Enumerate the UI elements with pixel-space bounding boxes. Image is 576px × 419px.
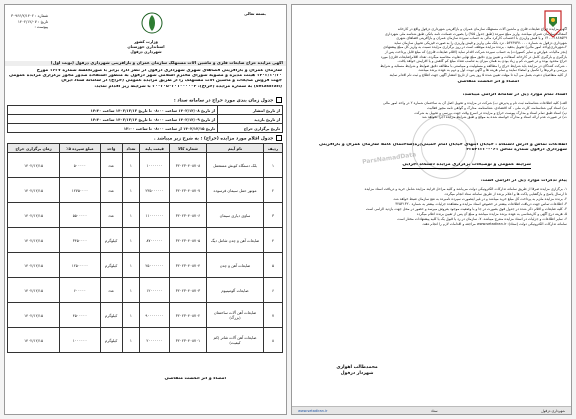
- applicant-signature-label: امضاء و اثر انگشت متقاضی: [164, 377, 226, 381]
- text-line: ۶- سایر اطلاعات و جزئیات در اسناد مزایده مندرج میباشد. ۷- سازمان در رد یا قبول یک یا کلیه پیشنهادات مختار است: [397, 217, 567, 221]
- table-cell: ۱۴۰۲/۱۲/۱۵: [8, 228, 60, 253]
- table-cell: ۱: [122, 153, 140, 178]
- table-cell: ساوی دیاری سیمان: [207, 203, 264, 228]
- table-cell: ۱۴۰۲/۱۲/۱۵: [8, 153, 60, 178]
- ministry-name: وزارت کشور: [134, 39, 158, 44]
- letter-meta: [11, 13, 48, 30]
- table-cell: ۳۲۰۲۳۰۴۰۸۷۰۴: [169, 253, 206, 278]
- table-cell: ۱: [122, 303, 140, 328]
- signature-block: [322, 365, 392, 377]
- applicant-signature-label: امضاء و اثر انگشت متقاضی: [457, 80, 519, 84]
- table-cell: عدد: [100, 278, 122, 303]
- table-cell: ضایعات آهن آلات شاتر (کم کیفیت): [207, 328, 264, 353]
- text-line: بازگیری و بارگیری کامل در کارخانه آسفالت و تعیین وزن دقیق مبلغ نهایی تفاوت محاسبه میگردد. تعداد اقلام(ضایعات فلزی) مورد: [380, 54, 567, 59]
- table-cell: ضایعات آهن و چدن: [207, 253, 264, 278]
- table-cell: ۱: [122, 278, 140, 303]
- text-line: سازمان عمران و بازآفرینی فضاهای شهری شهرداری دزفول در نظر دارد برابر با صورتجلسه شماره ۱۶۲۷ مورخ: [36, 69, 282, 73]
- text-line: پ) اسناد طبق تمام اسناد و مدارک پیوست حراج و مزایده در اسرع وقت جهت بررسی و تحویل به شرکت: [414, 110, 567, 115]
- number-label: شماره :: [35, 13, 49, 18]
- text-line: سامانه تدارکات الکترونیکی دولت (ستاد): www.setadiran.ir مراجعه و اقدامات لازم را انجام دهند.: [421, 222, 567, 226]
- schedule-value: تاریخ ۱۴۰۲/۱۲/۱۵ از ساعت ۰۸:۰۰ تا ساعت ۱۲:۰۰: [8, 124, 218, 133]
- text-line: (setadiran) به شماره مزایده (حراج): ۳۰۰۲۰۵۰۳۰۱۰۰۰۰۰۴ با شرایط زیر اقدام نماید:: [94, 84, 282, 89]
- table-cell: ۸: [264, 328, 283, 353]
- text-line: - شرکت کنندگان در مزایده باید شرایط حراج را مطالعه و مسئولیت و مبیاستی با مطالعه دقیق ضوابط و شرایط مسئابه و شرایط: [380, 63, 567, 68]
- schedule-label: از تاریخ بازدید: [218, 115, 283, 124]
- table-cell: ۱۴۰۲/۱۲/۱۵: [8, 328, 60, 353]
- text-line: ب) اسناد کپی شناسنامه، کارت ملی ، کد اقتصادی، شناسنامه، مدارک و گواهی نامه مجوز فعالیت: [427, 105, 567, 110]
- table-cell: ۱۴۰۲/۱۲/۱۵: [8, 178, 60, 203]
- table-cell: ۲: [264, 178, 283, 203]
- table-cell: ۳۲۰۲۳۰۴۰۸۷۰۸: [169, 153, 206, 178]
- city-name: شهرداری دزفول: [130, 49, 162, 54]
- table-cell: ۳۲۰۲۳۰۴۰۸۷۰۲: [169, 303, 206, 328]
- schedule-heading: [5, 97, 286, 104]
- table-row: [8, 278, 283, 303]
- column-header: نام آیتم: [207, 144, 264, 153]
- table-cell: ۱: [264, 153, 283, 178]
- column-header: واحد: [100, 144, 122, 153]
- table-cell: ۳۲۰۲۳۰۴۰۸۷۰۳: [169, 278, 206, 303]
- signer-name: محمدطالب اهوازی: [336, 365, 378, 370]
- signer-title: شهردار دزفول: [340, 371, 374, 376]
- table-cell: کیلوگرم: [100, 328, 122, 353]
- table-cell: ۳۴۵۰۰۰۰: [60, 228, 101, 253]
- ministry-block: [116, 39, 176, 54]
- table-cell: ۱۴۰۲/۱۲/۱۵: [8, 253, 60, 278]
- table-cell: ۷: [264, 303, 283, 328]
- text-line: شهرداری دزفول به شماره ۰۵۶۳۶۷۳۷۰۰۰۰ نزد بانک ملی واریز و فیش واریزی را به صورت فیزیکی تحویل سازمان نماید: [394, 40, 567, 45]
- text-line: اطلاعات تماس و آدرس دستگاه : خیابان انتهای خیابان امام خمینی(ره)ساختمان کاملا سازمان عمران و بازآفرینی: [318, 143, 567, 147]
- text-line: از کلیه متقاضیان دعوت بعمل می آید تا مهلت تعیین شده ۵ روز پس از تاریخ انتشار آگهی جهت اطلاع و ثبت نام اقدام نمایند: [389, 73, 567, 77]
- notes-heading: پیام تذکرات موارد ذیل در الزامی است:: [480, 179, 567, 183]
- text-line: ۱۴۰۰۰۱۸۶۸۵۴۹ و یا فیش واریزی با احتساب کارکرد مالی به حساب سپرده سازمان عمران و بازآفرینی فضاهای شهری: [396, 36, 567, 41]
- table-cell: ۱۲۰۰۰۰۰۰: [140, 278, 170, 303]
- table-cell: ۳۲۰۲۳۰۴۰۸۷۰۱: [169, 328, 206, 353]
- table-row: [8, 178, 283, 203]
- table-row: [8, 153, 283, 178]
- text-line: حراج محدود بوده و در صورت کم و زیاد بودن به همان میزان به تناسب تعداد مبلغ کم گاهش و یا افزایش خواهد یافت.: [397, 59, 567, 64]
- table-cell: ۳: [264, 203, 283, 228]
- table-cell: عدد: [100, 178, 122, 203]
- table-cell: ۱: [122, 228, 140, 253]
- table-cell: ۱۴۰۲/۱۲/۱۵: [8, 203, 60, 228]
- text-line: شهرداری دزفول شماره تماس ۰۶۱-۴۲۵۴۱۳۲۰: [466, 148, 567, 153]
- items-heading: [5, 135, 286, 142]
- column-header: مبلغ سپرده ۵٪: [60, 144, 101, 153]
- table-cell: ضایعات آلومینیوم: [207, 278, 264, 303]
- text-line: تا ارسال پاسخ و بازگشایی پاکت ها و اعلام برنده از طریق سامانه ستاد انجام میگردد.: [443, 192, 567, 196]
- text-line: ۱۴۰۲/۱۰/۳۰ هیئت مدیره و مصوبه شورای محترم اسلامی شهر دزفول به منظور استفاده صدور مجوز برگزاری مزایده عمومی: [8, 74, 282, 79]
- table-row: [8, 228, 283, 253]
- page-footer: [292, 406, 571, 414]
- watermark-text: ParsNamadData: [361, 151, 417, 166]
- bullet-icon: [276, 97, 282, 103]
- table-cell: ۱۰۰۰۰۰۰: [60, 328, 101, 353]
- bullet-icon: [276, 135, 282, 141]
- column-header: تعداد: [122, 144, 140, 153]
- table-row: [8, 203, 283, 228]
- documents-heading: اسناد تمام موارد ذیل در سامانه الزامی میباشد:: [462, 93, 567, 97]
- table-cell: موتور حمل سیمان فرسوده: [207, 178, 264, 203]
- table-cell: ۱۲۵۰۰۰۰۰: [60, 253, 101, 278]
- table-cell: ۵۵۰۰۰۰۰: [60, 203, 101, 228]
- table-row: [8, 328, 283, 353]
- column-header: ردیف: [264, 144, 283, 153]
- text-line: ۱- برگزاری مزایده صرفاً از طریق سامانه تدارکات الکترونیکی دولت می‌باشد و کلیه مراحل فرایند مزایده شامل خرید و دریافت اسناد مزایده: [364, 187, 567, 191]
- items-header-row: [8, 144, 283, 153]
- text-line: (بجز مالیات، عوارض و سایر کسورات) به حساب سپرده شرکت اقدام نماید (اقلام ضایعات فلزی) که مبلغ قابل پرداخت پس از: [384, 50, 567, 54]
- table-cell: ۲۵۰۰۰۰۰۰۰: [140, 253, 170, 278]
- column-header: زمان برگزاری حراج: [8, 144, 60, 153]
- table-cell: ۱۰۰۰۰۰۰۰: [140, 153, 170, 178]
- ministry-emblem: [140, 9, 164, 39]
- table-cell: عدد: [100, 153, 122, 178]
- table-cell: ۸۷۰۰۰۰۰۰: [140, 228, 170, 253]
- text-line: جهت فروش ضایعات و ماشین آلات مستهلک را از طریق مزایده عمومی (حراج) در سامانه ستاد ایران: [61, 79, 282, 84]
- text-line: ۲-شهرداری(واحد امور مالی) تحویل بدهید . برنده مزایده موظف است در روز برگزاری مزایده نسبت به واریز کل مبلغ پیشنهادی: [383, 45, 567, 50]
- text-line: الف) کلیه اطلاعات شناسنامه ثبت نام و پذیرش ب) شرکت در مزایده و تحویل اصل آن به ساختمان شماره ۲ در واحد امور مالی: [382, 101, 567, 105]
- table-cell: ۹۰۰۰۰۰۰۰۰: [140, 303, 170, 328]
- text-line: ۳- اطلاعات تماس جهت دریافت اطلاعات بیشتر در خصوص اسناد مزایده و مشاهده جزئیات بیشتر به شماره ۴۲۵۴۱۳۲۰: [395, 202, 567, 206]
- text-line: ۵- هزینه درج آگهی و کارشناسی به عهده برنده مزایده میباشد و مبلغ آن پس از تعیین برنده اعلام میگردد: [416, 212, 567, 216]
- schedule-label: تاریخ برگزاری حراج: [218, 124, 283, 133]
- table-cell: ۱۴۰۲/۱۲/۱۵: [8, 278, 60, 303]
- table-cell: عدد: [100, 203, 122, 228]
- schedule-value: از تاریخ ۱۴۰۲/۱۲/۰۹ ساعت ۰۸:۰۰ تا تاریخ ۱۴۰۲/۱۲/۱۴ ساعت ۱۴:۳۰: [8, 115, 218, 124]
- schedule-row: [8, 106, 283, 115]
- schedule-heading-text: جدول زمان بندی مورد حراج در سامانه ستاد :: [173, 98, 274, 104]
- table-cell: ۳۲۰۲۳۰۴۰۸۷۰۵: [169, 228, 206, 253]
- letter-attach: پیوست :: [34, 24, 49, 29]
- table-cell: ۱: [122, 328, 140, 353]
- schedule-row: [8, 124, 283, 133]
- schedule-value: از تاریخ ۱۴۰۲/۱۲/۰۸ ساعت ۰۸:۰۰ تا تاریخ ۱۴۰۲/۱۲/۱۲ ساعت ۱۴:۳۰: [8, 106, 218, 115]
- table-cell: ۱: [122, 178, 140, 203]
- bismillah-text: بسمه تعالی: [244, 11, 266, 16]
- date-label: تاریخ :: [37, 18, 49, 24]
- footer-link[interactable]: www.setadiran.ir: [298, 409, 328, 413]
- table-cell: ۴۵۰۰۰۰۰: [60, 303, 101, 328]
- table-row: [8, 303, 283, 328]
- table-cell: ۲۰۰۰۰۰۰۰: [140, 328, 170, 353]
- items-table: [7, 143, 283, 353]
- schedule-table: [7, 105, 283, 133]
- table-cell: ۶: [264, 278, 283, 303]
- table-row: [8, 253, 283, 278]
- schedule-label: از تاریخ انتشار: [218, 106, 283, 115]
- table-cell: ۲۳۵۰۰۰۰۰۰: [140, 178, 170, 203]
- table-cell: ضایعات آهن و چدن شامل دیگ: [207, 228, 264, 253]
- text-line: ۲- برنده مزایده ملزم به پرداخت کل مبلغ خرید میباشد و در غیر اینصورت سپرده نامبرده به نفع سازمان ضبط خواهد شد.: [392, 197, 567, 201]
- column-header: شماره کالا: [169, 144, 206, 153]
- footer-right: شهرداری دزفول: [541, 409, 565, 413]
- table-cell: ۱۴۰۲/۱۲/۱۵: [8, 303, 60, 328]
- table-cell: ۶۰۰۰۰۰: [60, 278, 101, 303]
- text-line: ۴- کلیه ضایعات و اقلام ذکر شده در جدول فوق بصورت در جا و با وضعیت موجود بفروش میرسد و حضور در محل جهت بازدید الزامی است: [365, 207, 567, 211]
- table-cell: کیلوگرم: [100, 303, 122, 328]
- table-cell: ۱: [122, 253, 140, 278]
- conditions-heading: [292, 163, 571, 169]
- text-line: آگهی مزایده حراج ضایعات فلزی و ماشین آلات مستهلک سازمان عمران و بازآفرینی شهرداری دزفول واقع در کارخانه: [397, 27, 567, 31]
- table-cell: ۳۲۰۲۳۰۴۰۸۷۰۷: [169, 178, 206, 203]
- table-cell: ضایعات آهن آلات ساختمان (بزرگ): [207, 303, 264, 328]
- table-cell: ۱: [122, 203, 140, 228]
- text-line: ت) در صورت عدم ارائه اسناد و مدارک خواسته شده به موقع و طبق شرایط مزایده اجرا نخواهد شد: [421, 115, 567, 120]
- items-heading-text: جدول اقلام مورد مزایده (حراج) : به شرح زیر میباشد .: [153, 136, 274, 142]
- table-cell: کیلوگرم: [100, 228, 122, 253]
- left-page: [4, 4, 287, 415]
- table-cell: کیلوگرم: [100, 253, 122, 278]
- date-value: ۱۴۰۲/۱۲/۰۷: [17, 18, 37, 24]
- table-cell: بلک دستگاه کوبش مستعمل: [207, 153, 264, 178]
- text-line: آسفالت سازمان عمران میباشد. واریز مبلغ سپرده (طبق جدول ۵%) را بصورت ضمانت نامه بانکی طبق شناسه ملی شهرداری: [384, 31, 567, 36]
- text-line: بررسی و فرم‌ها را تکمیل و امضاء نمایند و تمام هزینه ها و آگهی نوبت اول و دوم به عهده برنده میباشد.: [417, 68, 567, 73]
- table-cell: ۴: [264, 228, 283, 253]
- conditions-heading-text: شرایط عمومی و توضیحات برگزاری مزایده دستگاه اجرایی: [402, 163, 531, 167]
- notice-title: آگهی مزایده حراج ضایعات فلزی و ماشین آلات مستهلک سازمان عمران و بازآفرینی شهرداری دزفول (نوبت اول): [5, 61, 286, 66]
- table-cell: ۳۲۰۲۳۰۴۰۸۷۰۶: [169, 203, 206, 228]
- right-page: [291, 4, 572, 415]
- header-left-labels: [230, 11, 280, 16]
- table-cell: ۵۰۰۰۰۰: [60, 153, 101, 178]
- footer-mid: ستاد: [430, 409, 438, 413]
- table-cell: ۱۲۷۵۰۰۰۰: [60, 178, 101, 203]
- schedule-row: [8, 115, 283, 124]
- column-header: قیمت پایه: [140, 144, 170, 153]
- province-name: استانداری خوزستان: [127, 44, 165, 49]
- table-cell: ۵: [264, 253, 283, 278]
- number-value: ۳۰۹۶۶/۲/۱۴۰۲: [11, 13, 34, 18]
- table-cell: ۱۱۰۰۰۰۰۰۰: [140, 203, 170, 228]
